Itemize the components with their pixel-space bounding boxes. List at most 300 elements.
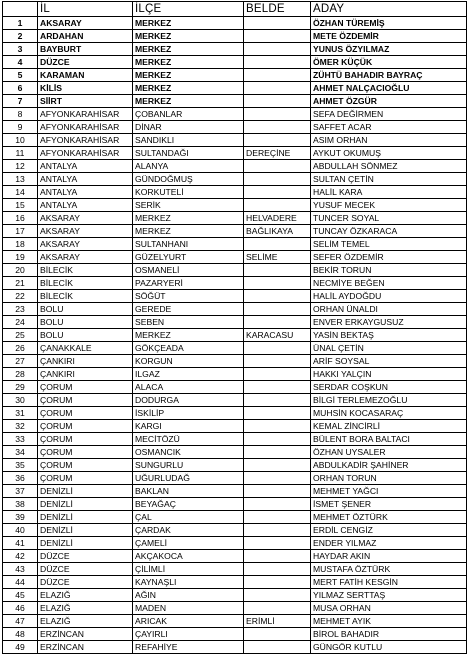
il-cell: ÇORUM xyxy=(38,420,133,433)
table-row xyxy=(3,615,467,628)
ilce-cell: ÇİLİMLİ xyxy=(133,563,244,576)
header-belde: BELDE xyxy=(244,2,311,17)
aday-cell: MERT FATİH KESGİN xyxy=(311,576,467,589)
ilce-cell: SÖĞÜT xyxy=(133,290,244,303)
belde-cell xyxy=(244,498,311,511)
row-number: 11 xyxy=(3,147,38,160)
aday-cell: SULTAN ÇETİN xyxy=(311,173,467,186)
belde-cell xyxy=(244,446,311,459)
table-row xyxy=(3,524,467,537)
aday-cell: SEFA DEĞİRMEN xyxy=(311,108,467,121)
il-cell: AKSARAY xyxy=(38,251,133,264)
aday-cell: İSMET ŞENER xyxy=(311,498,467,511)
belde-cell xyxy=(244,121,311,134)
ilce-cell: KAYNAŞLI xyxy=(133,576,244,589)
ilce-cell: MERKEZ xyxy=(133,225,244,238)
table-row xyxy=(3,511,467,524)
ilce-cell: KORGUN xyxy=(133,355,244,368)
row-number: 8 xyxy=(3,108,38,121)
ilce-cell: ÇAL xyxy=(133,511,244,524)
ilce-cell: OSMANCIK xyxy=(133,446,244,459)
aday-cell: ABDULLAH SÖNMEZ xyxy=(311,160,467,173)
table-row xyxy=(3,342,467,355)
table-row xyxy=(3,420,467,433)
ilce-cell: İSKİLİP xyxy=(133,407,244,420)
belde-cell xyxy=(244,199,311,212)
ilce-cell: SEBEN xyxy=(133,316,244,329)
aday-cell: ABDULKADİR ŞAHİNER xyxy=(311,459,467,472)
belde-cell: ERİMLİ xyxy=(244,615,311,628)
ilce-cell: ÇAYIRLI xyxy=(133,628,244,641)
row-number: 46 xyxy=(3,602,38,615)
il-cell: BOLU xyxy=(38,303,133,316)
table-row xyxy=(3,186,467,199)
aday-cell: METE ÖZDEMİR xyxy=(311,30,467,43)
il-cell: ANTALYA xyxy=(38,199,133,212)
belde-cell xyxy=(244,381,311,394)
aday-cell: ARİF SOYSAL xyxy=(311,355,467,368)
il-cell: DENİZLİ xyxy=(38,498,133,511)
table-row xyxy=(3,459,467,472)
candidate-list-sheet xyxy=(2,1,466,654)
belde-cell: BAĞLIKAYA xyxy=(244,225,311,238)
ilce-cell: GÜZELYURT xyxy=(133,251,244,264)
table-row xyxy=(3,82,467,95)
aday-cell: ZÜHTÜ BAHADIR BAYRAÇ xyxy=(311,69,467,82)
row-number: 42 xyxy=(3,550,38,563)
row-number: 38 xyxy=(3,498,38,511)
header-number xyxy=(3,2,38,17)
ilce-cell: OSMANELİ xyxy=(133,264,244,277)
ilce-cell: MECİTÖZÜ xyxy=(133,433,244,446)
table-row xyxy=(3,212,467,225)
aday-cell: SEFER ÖZDEMİR xyxy=(311,251,467,264)
belde-cell xyxy=(244,433,311,446)
aday-cell: YUNUS ÖZYILMAZ xyxy=(311,43,467,56)
belde-cell: DEREÇİNE xyxy=(244,147,311,160)
il-cell: ERZİNCAN xyxy=(38,628,133,641)
il-cell: ANTALYA xyxy=(38,186,133,199)
il-cell: AKSARAY xyxy=(38,212,133,225)
header-aday: ADAY xyxy=(311,2,467,17)
row-number: 48 xyxy=(3,628,38,641)
header-il: İL xyxy=(38,2,133,17)
ilce-cell: GEREDE xyxy=(133,303,244,316)
ilce-cell: ÇAMELİ xyxy=(133,537,244,550)
row-number: 26 xyxy=(3,342,38,355)
aday-cell: TUNCAY ÖZKARACA xyxy=(311,225,467,238)
il-cell: ANTALYA xyxy=(38,173,133,186)
belde-cell xyxy=(244,602,311,615)
row-number: 18 xyxy=(3,238,38,251)
table-row xyxy=(3,69,467,82)
aday-cell: ORHAN ÜNALDI xyxy=(311,303,467,316)
il-cell: ELAZIĞ xyxy=(38,589,133,602)
row-number: 19 xyxy=(3,251,38,264)
aday-cell: MUHSİN KOCASARAÇ xyxy=(311,407,467,420)
ilce-cell: GÜNDOĞMUŞ xyxy=(133,173,244,186)
row-number: 7 xyxy=(3,95,38,108)
il-cell: AKSARAY xyxy=(38,238,133,251)
table-row xyxy=(3,329,467,342)
row-number: 10 xyxy=(3,134,38,147)
belde-cell xyxy=(244,277,311,290)
table-row xyxy=(3,108,467,121)
il-cell: ELAZIĞ xyxy=(38,615,133,628)
row-number: 17 xyxy=(3,225,38,238)
aday-cell: SAFFET ACAR xyxy=(311,121,467,134)
ilce-cell: MERKEZ xyxy=(133,82,244,95)
ilce-cell: KORKUTELİ xyxy=(133,186,244,199)
il-cell: KARAMAN xyxy=(38,69,133,82)
row-number: 49 xyxy=(3,641,38,654)
row-number: 47 xyxy=(3,615,38,628)
ilce-cell: BAKLAN xyxy=(133,485,244,498)
ilce-cell: MERKEZ xyxy=(133,43,244,56)
il-cell: DENİZLİ xyxy=(38,511,133,524)
belde-cell xyxy=(244,537,311,550)
il-cell: ÇANKIRI xyxy=(38,368,133,381)
aday-cell: MEHMET ÖZTÜRK xyxy=(311,511,467,524)
belde-cell: SELİME xyxy=(244,251,311,264)
table-row xyxy=(3,199,467,212)
il-cell: ÇORUM xyxy=(38,394,133,407)
belde-cell xyxy=(244,238,311,251)
il-cell: ÇANKIRI xyxy=(38,355,133,368)
aday-cell: ENVER ERKAYGUSUZ xyxy=(311,316,467,329)
row-number: 34 xyxy=(3,446,38,459)
aday-cell: MEHMET YAĞCI xyxy=(311,485,467,498)
aday-cell: ORHAN TORUN xyxy=(311,472,467,485)
ilce-cell: MADEN xyxy=(133,602,244,615)
ilce-cell: MERKEZ xyxy=(133,95,244,108)
table-row xyxy=(3,589,467,602)
aday-cell: BEKİR TORUN xyxy=(311,264,467,277)
row-number: 32 xyxy=(3,420,38,433)
aday-cell: ASIM ORHAN xyxy=(311,134,467,147)
table-row xyxy=(3,95,467,108)
ilce-cell: KARGI xyxy=(133,420,244,433)
table-row xyxy=(3,641,467,654)
ilce-cell: MERKEZ xyxy=(133,56,244,69)
il-cell: AKSARAY xyxy=(38,17,133,30)
table-row xyxy=(3,446,467,459)
table-row xyxy=(3,537,467,550)
row-number: 2 xyxy=(3,30,38,43)
row-number: 5 xyxy=(3,69,38,82)
table-row xyxy=(3,160,467,173)
belde-cell xyxy=(244,30,311,43)
il-cell: ERZİNCAN xyxy=(38,641,133,654)
belde-cell xyxy=(244,511,311,524)
belde-cell xyxy=(244,134,311,147)
row-number: 29 xyxy=(3,381,38,394)
belde-cell xyxy=(244,264,311,277)
il-cell: ARDAHAN xyxy=(38,30,133,43)
table-row xyxy=(3,407,467,420)
aday-cell: TUNCER SOYAL xyxy=(311,212,467,225)
il-cell: ANTALYA xyxy=(38,160,133,173)
row-number: 31 xyxy=(3,407,38,420)
ilce-cell: AĞIN xyxy=(133,589,244,602)
belde-cell xyxy=(244,368,311,381)
aday-cell: ÖMER KÜÇÜK xyxy=(311,56,467,69)
il-cell: BAYBURT xyxy=(38,43,133,56)
row-number: 41 xyxy=(3,537,38,550)
table-row xyxy=(3,251,467,264)
header-row xyxy=(3,2,467,17)
row-number: 37 xyxy=(3,485,38,498)
il-cell: ELAZIĞ xyxy=(38,602,133,615)
belde-cell xyxy=(244,589,311,602)
ilce-cell: GÖKÇEADA xyxy=(133,342,244,355)
row-number: 45 xyxy=(3,589,38,602)
table-row xyxy=(3,238,467,251)
belde-cell xyxy=(244,420,311,433)
il-cell: BİLECİK xyxy=(38,290,133,303)
table-row xyxy=(3,134,467,147)
table-row xyxy=(3,355,467,368)
row-number: 40 xyxy=(3,524,38,537)
aday-cell: HAYDAR AKIN xyxy=(311,550,467,563)
belde-cell xyxy=(244,342,311,355)
table-row xyxy=(3,563,467,576)
il-cell: ÇORUM xyxy=(38,459,133,472)
row-number: 20 xyxy=(3,264,38,277)
ilce-cell: REFAHİYE xyxy=(133,641,244,654)
ilce-cell: MERKEZ xyxy=(133,30,244,43)
ilce-cell: UĞURLUDAĞ xyxy=(133,472,244,485)
aday-cell: ENDER YILMAZ xyxy=(311,537,467,550)
row-number: 9 xyxy=(3,121,38,134)
row-number: 28 xyxy=(3,368,38,381)
aday-cell: SELİM TEMEL xyxy=(311,238,467,251)
row-number: 25 xyxy=(3,329,38,342)
il-cell: ÇANAKKALE xyxy=(38,342,133,355)
table-row xyxy=(3,576,467,589)
row-number: 36 xyxy=(3,472,38,485)
row-number: 1 xyxy=(3,17,38,30)
belde-cell xyxy=(244,394,311,407)
ilce-cell: ILGAZ xyxy=(133,368,244,381)
table-row xyxy=(3,290,467,303)
aday-cell: YUSUF MECEK xyxy=(311,199,467,212)
il-cell: ÇORUM xyxy=(38,407,133,420)
table-row xyxy=(3,316,467,329)
belde-cell xyxy=(244,160,311,173)
row-number: 21 xyxy=(3,277,38,290)
il-cell: AKSARAY xyxy=(38,225,133,238)
belde-cell xyxy=(244,459,311,472)
ilce-cell: SULTANDAĞI xyxy=(133,147,244,160)
belde-cell xyxy=(244,524,311,537)
belde-cell: KARACASU xyxy=(244,329,311,342)
table-row xyxy=(3,225,467,238)
row-number: 14 xyxy=(3,186,38,199)
table-row xyxy=(3,173,467,186)
aday-cell: AHMET NALÇACIOĞLU xyxy=(311,82,467,95)
belde-cell xyxy=(244,576,311,589)
belde-cell xyxy=(244,355,311,368)
ilce-cell: SUNGURLU xyxy=(133,459,244,472)
row-number: 39 xyxy=(3,511,38,524)
aday-cell: ÜNAL ÇETİN xyxy=(311,342,467,355)
belde-cell xyxy=(244,303,311,316)
ilce-cell: MERKEZ xyxy=(133,329,244,342)
ilce-cell: ÇOBANLAR xyxy=(133,108,244,121)
table-row xyxy=(3,30,467,43)
ilce-cell: SANDIKLI xyxy=(133,134,244,147)
aday-cell: HALİL KARA xyxy=(311,186,467,199)
belde-cell xyxy=(244,108,311,121)
il-cell: AFYONKARAHİSAR xyxy=(38,147,133,160)
belde-cell xyxy=(244,173,311,186)
belde-cell xyxy=(244,485,311,498)
belde-cell xyxy=(244,95,311,108)
table-row xyxy=(3,277,467,290)
aday-cell: NECMİYE BEĞEN xyxy=(311,277,467,290)
ilce-cell: ÇARDAK xyxy=(133,524,244,537)
row-number: 13 xyxy=(3,173,38,186)
aday-cell: HALİL AYDOĞDU xyxy=(311,290,467,303)
aday-cell: YASİN BEKTAŞ xyxy=(311,329,467,342)
aday-cell: ERDİL CENGİZ xyxy=(311,524,467,537)
row-number: 15 xyxy=(3,199,38,212)
table-row xyxy=(3,550,467,563)
belde-cell xyxy=(244,550,311,563)
il-cell: AFYONKARAHİSAR xyxy=(38,134,133,147)
il-cell: BİLECİK xyxy=(38,277,133,290)
table-row xyxy=(3,498,467,511)
table-row xyxy=(3,17,467,30)
ilce-cell: DİNAR xyxy=(133,121,244,134)
ilce-cell: AKÇAKOCA xyxy=(133,550,244,563)
belde-cell xyxy=(244,472,311,485)
table-row xyxy=(3,394,467,407)
ilce-cell: BEYAĞAÇ xyxy=(133,498,244,511)
belde-cell xyxy=(244,563,311,576)
table-row xyxy=(3,43,467,56)
il-cell: AFYONKARAHİSAR xyxy=(38,121,133,134)
row-number: 22 xyxy=(3,290,38,303)
il-cell: DÜZCE xyxy=(38,550,133,563)
il-cell: ÇORUM xyxy=(38,446,133,459)
row-number: 3 xyxy=(3,43,38,56)
aday-cell: BİROL BAHADIR xyxy=(311,628,467,641)
ilce-cell: ALANYA xyxy=(133,160,244,173)
ilce-cell: ARICAK xyxy=(133,615,244,628)
table-row xyxy=(3,485,467,498)
candidate-table xyxy=(2,1,467,654)
il-cell: ÇORUM xyxy=(38,472,133,485)
row-number: 4 xyxy=(3,56,38,69)
row-number: 33 xyxy=(3,433,38,446)
il-cell: SİİRT xyxy=(38,95,133,108)
aday-cell: MUSTAFA ÖZTÜRK xyxy=(311,563,467,576)
ilce-cell: ALACA xyxy=(133,381,244,394)
ilce-cell: PAZARYERİ xyxy=(133,277,244,290)
table-row xyxy=(3,121,467,134)
belde-cell xyxy=(244,316,311,329)
aday-cell: ÖZHAN TÜREMİŞ xyxy=(311,17,467,30)
il-cell: DENİZLİ xyxy=(38,524,133,537)
ilce-cell: SULTANHANI xyxy=(133,238,244,251)
belde-cell: HELVADERE xyxy=(244,212,311,225)
header-ilce: İLÇE xyxy=(133,2,244,17)
ilce-cell: SERİK xyxy=(133,199,244,212)
il-cell: BOLU xyxy=(38,329,133,342)
ilce-cell: MERKEZ xyxy=(133,17,244,30)
il-cell: KİLİS xyxy=(38,82,133,95)
aday-cell: SERDAR COŞKUN xyxy=(311,381,467,394)
il-cell: ÇORUM xyxy=(38,381,133,394)
aday-cell: GÜNGÖR KUTLU xyxy=(311,641,467,654)
il-cell: AFYONKARAHİSAR xyxy=(38,108,133,121)
aday-cell: BİLGİ TERLEMEZOĞLU xyxy=(311,394,467,407)
belde-cell xyxy=(244,69,311,82)
belde-cell xyxy=(244,56,311,69)
table-row xyxy=(3,433,467,446)
il-cell: DENİZLİ xyxy=(38,485,133,498)
table-row xyxy=(3,368,467,381)
ilce-cell: MERKEZ xyxy=(133,69,244,82)
row-number: 6 xyxy=(3,82,38,95)
il-cell: DENİZLİ xyxy=(38,537,133,550)
aday-cell: MUSA ORHAN xyxy=(311,602,467,615)
row-number: 23 xyxy=(3,303,38,316)
aday-cell: ÖZHAN UYSALER xyxy=(311,446,467,459)
aday-cell: MEHMET AYIK xyxy=(311,615,467,628)
row-number: 12 xyxy=(3,160,38,173)
table-row xyxy=(3,628,467,641)
belde-cell xyxy=(244,290,311,303)
belde-cell xyxy=(244,82,311,95)
belde-cell xyxy=(244,43,311,56)
aday-cell: BÜLENT BORA BALTACI xyxy=(311,433,467,446)
il-cell: BOLU xyxy=(38,316,133,329)
aday-cell: AYKUT OKUMUŞ xyxy=(311,147,467,160)
row-number: 30 xyxy=(3,394,38,407)
table-row xyxy=(3,303,467,316)
belde-cell xyxy=(244,17,311,30)
ilce-cell: DODURGA xyxy=(133,394,244,407)
row-number: 44 xyxy=(3,576,38,589)
row-number: 43 xyxy=(3,563,38,576)
row-number: 27 xyxy=(3,355,38,368)
ilce-cell: MERKEZ xyxy=(133,212,244,225)
aday-cell: YILMAZ SERTTAŞ xyxy=(311,589,467,602)
il-cell: DÜZCE xyxy=(38,563,133,576)
row-number: 16 xyxy=(3,212,38,225)
table-row xyxy=(3,147,467,160)
belde-cell xyxy=(244,628,311,641)
aday-cell: HAKKI YALÇIN xyxy=(311,368,467,381)
aday-cell: AHMET ÖZGÜR xyxy=(311,95,467,108)
belde-cell xyxy=(244,407,311,420)
row-number: 35 xyxy=(3,459,38,472)
il-cell: ÇORUM xyxy=(38,433,133,446)
il-cell: DÜZCE xyxy=(38,56,133,69)
il-cell: DÜZCE xyxy=(38,576,133,589)
belde-cell xyxy=(244,186,311,199)
aday-cell: KEMAL ZİNCİRLİ xyxy=(311,420,467,433)
table-row xyxy=(3,602,467,615)
table-row xyxy=(3,264,467,277)
belde-cell xyxy=(244,641,311,654)
il-cell: BİLECİK xyxy=(38,264,133,277)
table-row xyxy=(3,472,467,485)
table-row xyxy=(3,381,467,394)
